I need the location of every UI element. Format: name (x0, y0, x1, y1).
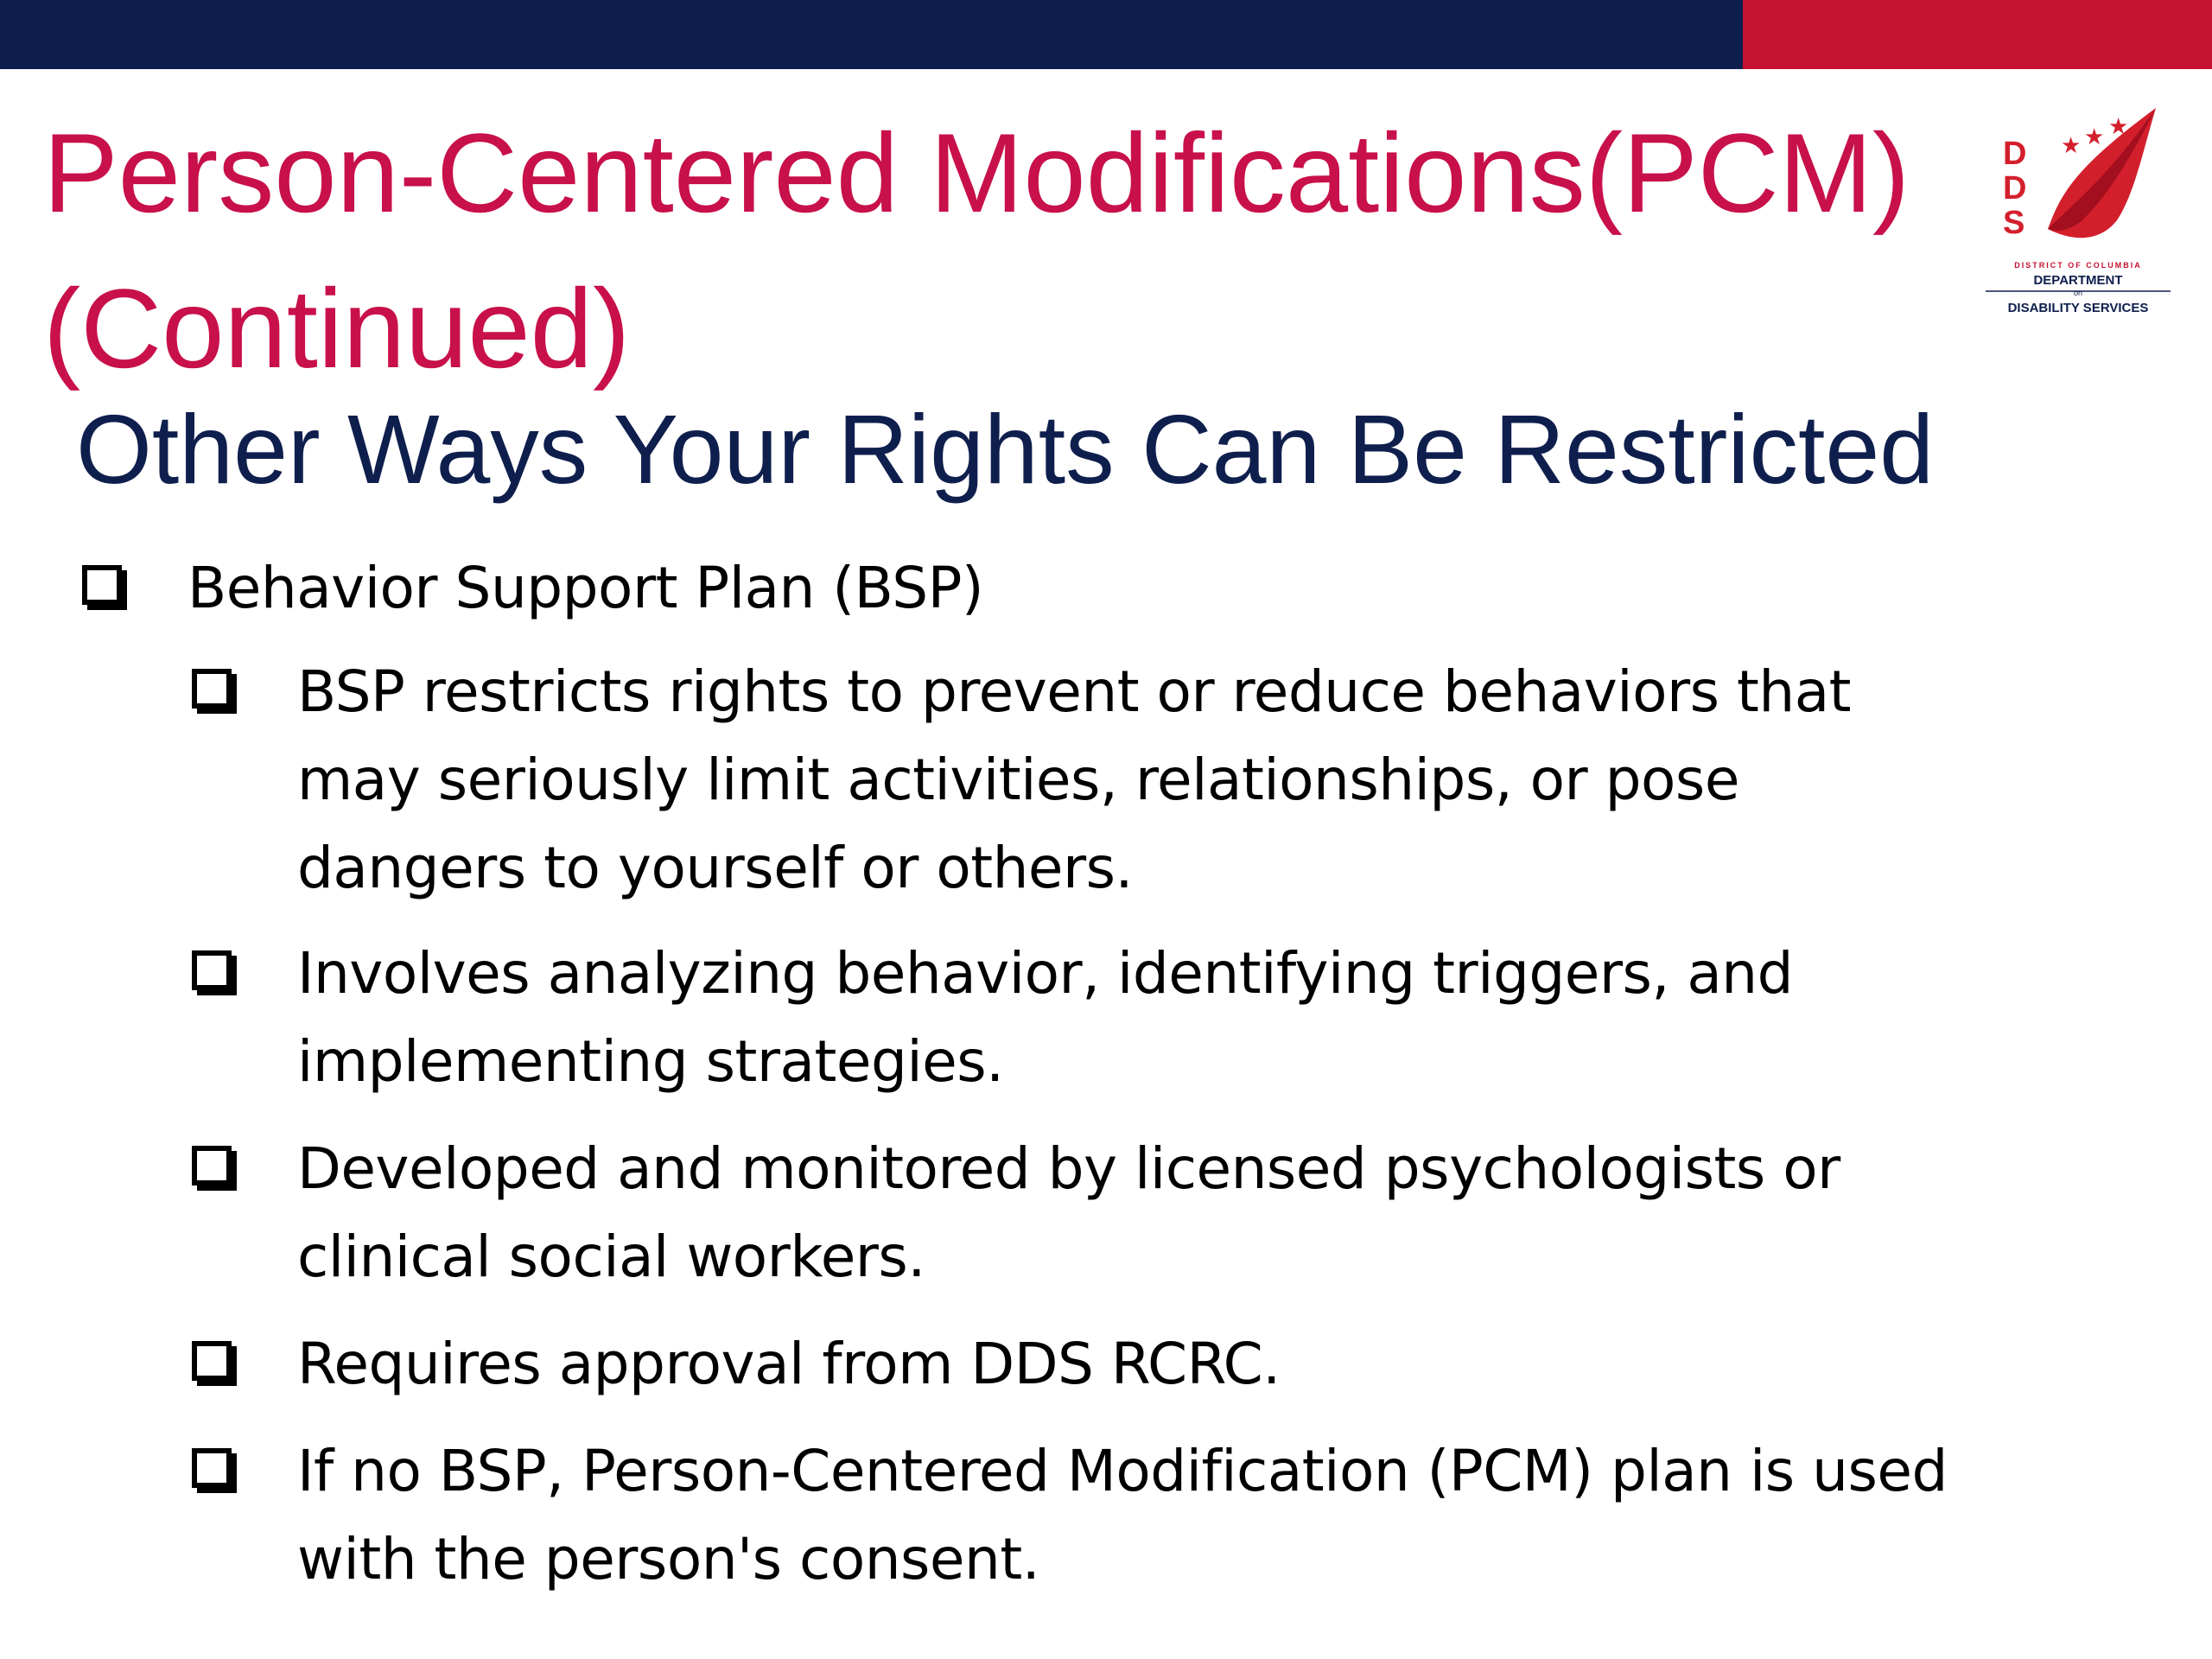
checkbox-bullet-icon (82, 565, 122, 605)
svg-text:★: ★ (2061, 133, 2082, 159)
logo-letter-s: S (2003, 205, 2025, 241)
logo-text-department: DEPARTMENT (2033, 273, 2123, 288)
bullet-line: Involves analyzing behavior, identifying triggers, and (297, 940, 1793, 1007)
logo-text-disability-services: DISABILITY SERVICES (2007, 301, 2149, 315)
top-bar-red (1743, 0, 2212, 69)
slide-subtitle: Other Ways Your Rights Can Be Restricted (76, 395, 1935, 504)
bullet-line: clinical social workers. (297, 1224, 925, 1290)
bullet-line: implementing strategies. (297, 1028, 1004, 1095)
bullet-sub-1 (192, 648, 2119, 912)
top-bar-navy (0, 0, 1743, 69)
slide-title (43, 95, 1910, 406)
bullet-sub-2 (192, 930, 2119, 1106)
bullet-line: with the person's consent. (297, 1526, 1040, 1592)
logo-text-on: on (2073, 289, 2083, 297)
checkbox-bullet-icon (192, 950, 232, 990)
bullet-line: Requires approval from DDS RCRC. (297, 1331, 1281, 1397)
dds-logo (1979, 99, 2177, 324)
checkbox-bullet-icon (192, 669, 232, 709)
title-line-1: Person-Centered Modifications(PCM) (43, 110, 1910, 236)
bullet-sub-5 (192, 1427, 2119, 1604)
title-line-2: (Continued) (43, 265, 631, 391)
bullet-main (82, 544, 2069, 632)
bullet-line: dangers to yourself or others. (297, 835, 1134, 901)
checkbox-bullet-icon (192, 1448, 232, 1488)
bullet-line: BSP restricts rights to prevent or reduce behaviors that (297, 658, 1852, 725)
logo-letter-d1: D (2003, 136, 2027, 172)
bullet-main-text: Behavior Support Plan (BSP) (188, 555, 984, 621)
logo-text-district: DISTRICT OF COLUMBIA (2014, 261, 2142, 270)
svg-text:★: ★ (2108, 114, 2129, 140)
checkbox-bullet-icon (192, 1341, 232, 1381)
bullet-line: may seriously limit activities, relationships, or pose (297, 747, 1739, 813)
logo-letter-d2: D (2003, 170, 2027, 207)
bullet-line: If no BSP, Person-Centered Modification (PCM) plan is used (297, 1438, 1948, 1504)
bullet-sub-4 (192, 1320, 2119, 1408)
bullet-line: Developed and monitored by licensed psychologists or (297, 1135, 1840, 1202)
checkbox-bullet-icon (192, 1146, 232, 1185)
bullet-sub-3 (192, 1125, 2119, 1301)
svg-text:★: ★ (2084, 124, 2105, 150)
